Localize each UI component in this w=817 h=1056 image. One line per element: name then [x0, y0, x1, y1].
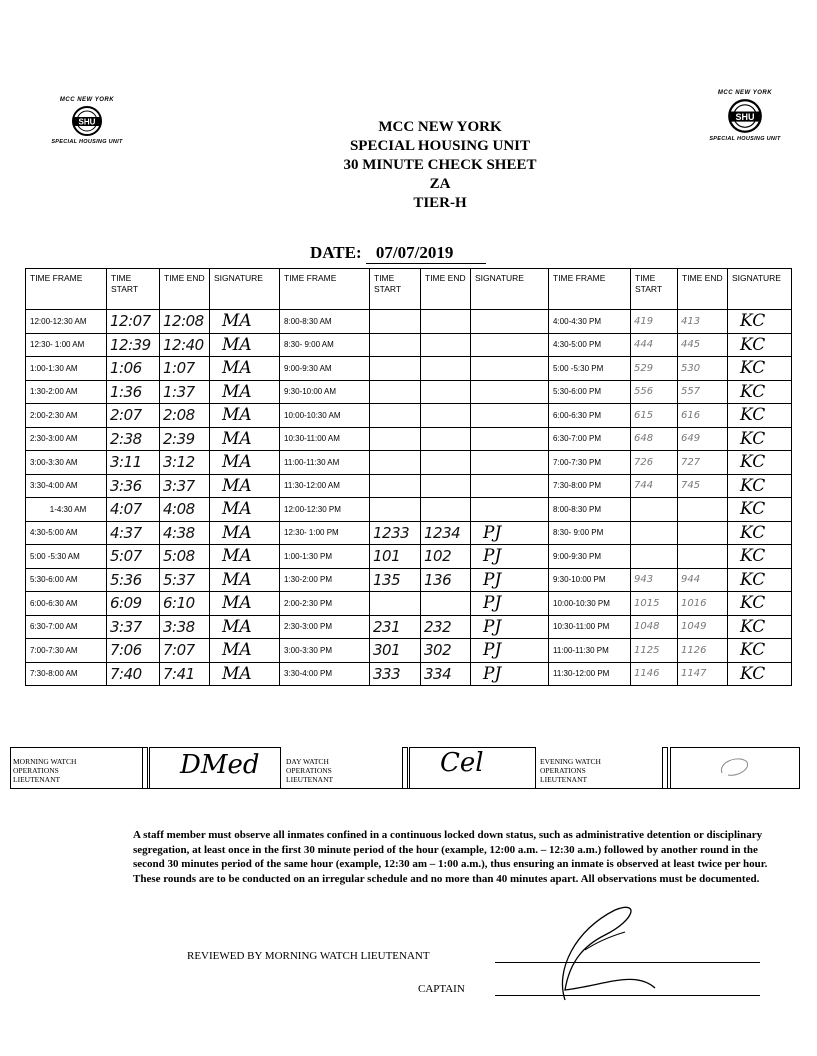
time-frame-cell: 6:30-7:00 PM	[549, 427, 631, 451]
time-end-cell[interactable]: 649	[678, 427, 728, 451]
time-end-cell[interactable]: 302	[421, 639, 471, 663]
time-start-cell[interactable]	[370, 474, 421, 498]
time-frame-cell: 11:00-11:30 PM	[549, 639, 631, 663]
signature-cell[interactable]: KC	[728, 333, 792, 357]
logo-right	[700, 90, 790, 142]
captain-signature-scribble-icon	[545, 890, 665, 1010]
time-start-cell[interactable]: 1233	[370, 521, 421, 545]
time-start-cell[interactable]: 5:36	[107, 568, 160, 592]
time-start-cell[interactable]: 333	[370, 662, 421, 686]
time-start-cell[interactable]: 231	[370, 615, 421, 639]
signature-cell[interactable]	[471, 451, 549, 475]
time-end-cell[interactable]: 136	[421, 568, 471, 592]
table-row	[26, 404, 792, 428]
signature-cell[interactable]: PJ	[471, 568, 549, 592]
time-frame-cell: 11:30-12:00 PM	[549, 662, 631, 686]
table-row	[26, 357, 792, 381]
signature-cell[interactable]: PJ	[471, 545, 549, 569]
signature-cell[interactable]: MA	[210, 404, 280, 428]
time-frame-cell: 10:00-10:30 AM	[280, 404, 370, 428]
divider	[402, 747, 408, 789]
signature-cell[interactable]: KC	[728, 357, 792, 381]
time-end-cell[interactable]: 1234	[421, 521, 471, 545]
table-row	[26, 521, 792, 545]
signature-cell[interactable]: MA	[210, 451, 280, 475]
time-start-cell[interactable]: 3:11	[107, 451, 160, 475]
time-frame-cell: 12:30- 1:00 AM	[26, 333, 107, 357]
time-start-cell[interactable]	[631, 498, 678, 522]
time-start-cell[interactable]: 726	[631, 451, 678, 475]
signature-cell[interactable]: KC	[728, 310, 792, 334]
column-header: TIME START	[631, 269, 678, 310]
time-start-cell[interactable]: 1:06	[107, 357, 160, 381]
table-row	[26, 568, 792, 592]
title-line-3: 30 MINUTE CHECK SHEET	[343, 157, 537, 173]
signature-cell[interactable]: MA	[210, 427, 280, 451]
signature-cell[interactable]: PJ	[471, 662, 549, 686]
time-start-cell[interactable]: 1048	[631, 615, 678, 639]
time-frame-cell: 1:30-2:00 AM	[26, 380, 107, 404]
time-frame-cell: 1:30-2:00 PM	[280, 568, 370, 592]
table-row	[26, 662, 792, 686]
divider	[662, 747, 668, 789]
time-start-cell[interactable]: 1125	[631, 639, 678, 663]
signature-cell[interactable]: MA	[210, 545, 280, 569]
time-frame-cell: 5:00 -5:30 AM	[26, 545, 107, 569]
time-end-cell[interactable]	[421, 427, 471, 451]
time-start-cell[interactable]: 5:07	[107, 545, 160, 569]
time-end-cell[interactable]: 413	[678, 310, 728, 334]
time-start-cell[interactable]	[370, 333, 421, 357]
logo-bottom-text: SPECIAL HOUSING UNIT	[709, 136, 781, 142]
signature-cell[interactable]	[471, 474, 549, 498]
time-start-cell[interactable]	[370, 498, 421, 522]
time-end-cell[interactable]: 1126	[678, 639, 728, 663]
time-end-cell[interactable]	[678, 545, 728, 569]
column-header: TIME FRAME	[549, 269, 631, 310]
signature-cell[interactable]	[471, 333, 549, 357]
signature-cell[interactable]: MA	[210, 568, 280, 592]
time-end-cell[interactable]: 1:37	[160, 380, 210, 404]
evening-watch-label: EVENING WATCH OPERATIONS LIEUTENANT	[540, 757, 601, 784]
time-end-cell[interactable]	[421, 357, 471, 381]
time-start-cell[interactable]	[370, 357, 421, 381]
time-end-cell[interactable]	[421, 498, 471, 522]
time-frame-cell: 2:30-3:00 PM	[280, 615, 370, 639]
time-end-cell[interactable]: 5:08	[160, 545, 210, 569]
time-start-cell[interactable]: 2:07	[107, 404, 160, 428]
signature-cell[interactable]: KC	[728, 427, 792, 451]
time-frame-cell: 11:30-12:00 AM	[280, 474, 370, 498]
time-start-cell[interactable]: 1:36	[107, 380, 160, 404]
time-frame-cell: 3:00-3:30 AM	[26, 451, 107, 475]
column-header: TIME START	[370, 269, 421, 310]
title-line-5: TIER-H	[413, 195, 467, 211]
table-row	[26, 380, 792, 404]
time-end-cell[interactable]: 745	[678, 474, 728, 498]
time-frame-cell: 7:30-8:00 PM	[549, 474, 631, 498]
signature-cell[interactable]: KC	[728, 474, 792, 498]
time-frame-cell: 3:00-3:30 PM	[280, 639, 370, 663]
table-row	[26, 615, 792, 639]
time-end-cell[interactable]	[421, 404, 471, 428]
table-row	[26, 592, 792, 616]
title-line-2: SPECIAL HOUSING UNIT	[349, 138, 531, 154]
time-frame-cell: 6:00-6:30 PM	[549, 404, 631, 428]
time-frame-cell: 2:00-2:30 AM	[26, 404, 107, 428]
table-row	[26, 451, 792, 475]
signature-cell[interactable]: MA	[210, 498, 280, 522]
time-start-cell[interactable]: 7:40	[107, 662, 160, 686]
table-row	[26, 639, 792, 663]
signature-cell[interactable]: MA	[210, 310, 280, 334]
time-frame-cell: 12:30- 1:00 PM	[280, 521, 370, 545]
time-start-cell[interactable]	[370, 404, 421, 428]
date-field	[310, 243, 486, 264]
time-start-cell[interactable]: 6:09	[107, 592, 160, 616]
time-end-cell[interactable]	[421, 592, 471, 616]
lieutenant-signatures	[10, 747, 800, 789]
signature-cell[interactable]	[471, 427, 549, 451]
time-start-cell[interactable]: 4:37	[107, 521, 160, 545]
time-start-cell[interactable]	[370, 451, 421, 475]
logo-left	[42, 97, 132, 145]
column-header: TIME FRAME	[280, 269, 370, 310]
column-header: TIME END	[421, 269, 471, 310]
time-end-cell[interactable]: 1049	[678, 615, 728, 639]
time-start-cell[interactable]: 744	[631, 474, 678, 498]
signature-cell[interactable]: KC	[728, 404, 792, 428]
time-frame-cell: 5:30-6:00 PM	[549, 380, 631, 404]
title-line-1: MCC NEW YORK	[378, 119, 502, 135]
column-header: TIME END	[160, 269, 210, 310]
time-end-cell[interactable]	[678, 521, 728, 545]
signature-cell[interactable]: PJ	[471, 521, 549, 545]
time-frame-cell: 1:00-1:30 AM	[26, 357, 107, 381]
shu-badge-icon	[727, 98, 763, 134]
check-table	[25, 268, 792, 686]
time-frame-cell: 3:30-4:00 AM	[26, 474, 107, 498]
time-frame-cell: 9:30-10:00 AM	[280, 380, 370, 404]
time-end-cell[interactable]: 2:08	[160, 404, 210, 428]
page-title	[280, 118, 600, 213]
morning-signature-box	[149, 747, 281, 789]
time-end-cell[interactable]: 1016	[678, 592, 728, 616]
time-start-cell[interactable]: 3:37	[107, 615, 160, 639]
time-frame-cell: 4:30-5:00 AM	[26, 521, 107, 545]
time-start-cell[interactable]: 2:38	[107, 427, 160, 451]
morning-signature: DMed	[180, 750, 260, 780]
time-end-cell[interactable]: 2:39	[160, 427, 210, 451]
time-start-cell[interactable]	[370, 592, 421, 616]
time-end-cell[interactable]: 12:08	[160, 310, 210, 334]
time-end-cell[interactable]: 102	[421, 545, 471, 569]
time-start-cell[interactable]	[631, 545, 678, 569]
time-start-cell[interactable]: 7:06	[107, 639, 160, 663]
table-row	[26, 474, 792, 498]
signature-cell[interactable]: KC	[728, 592, 792, 616]
signature-cell[interactable]: KC	[728, 639, 792, 663]
time-frame-cell: 6:30-7:00 AM	[26, 615, 107, 639]
time-start-cell[interactable]: 101	[370, 545, 421, 569]
time-end-cell[interactable]: 3:37	[160, 474, 210, 498]
date-label: DATE:	[310, 243, 362, 262]
signature-cell[interactable]: MA	[210, 615, 280, 639]
time-frame-cell: 8:30- 9:00 PM	[549, 521, 631, 545]
time-end-cell[interactable]: 445	[678, 333, 728, 357]
time-start-cell[interactable]	[370, 380, 421, 404]
signature-cell[interactable]: MA	[210, 662, 280, 686]
column-header: SIGNATURE	[728, 269, 792, 310]
time-frame-cell: 12:00-12:30 PM	[280, 498, 370, 522]
day-signature-box	[409, 747, 536, 789]
reviewed-label: REVIEWED BY MORNING WATCH LIEUTENANT	[187, 950, 430, 962]
time-end-cell[interactable]: 1147	[678, 662, 728, 686]
signature-cell[interactable]: MA	[210, 333, 280, 357]
time-start-cell[interactable]: 648	[631, 427, 678, 451]
shu-badge-icon	[71, 105, 103, 137]
time-end-cell[interactable]: 1:07	[160, 357, 210, 381]
time-start-cell[interactable]: 301	[370, 639, 421, 663]
time-start-cell[interactable]: 1015	[631, 592, 678, 616]
time-end-cell[interactable]: 557	[678, 380, 728, 404]
time-frame-cell: 6:00-6:30 AM	[26, 592, 107, 616]
signature-cell[interactable]: KC	[728, 568, 792, 592]
signature-cell[interactable]: MA	[210, 474, 280, 498]
time-start-cell[interactable]: 419	[631, 310, 678, 334]
signature-cell[interactable]: PJ	[471, 615, 549, 639]
time-start-cell[interactable]: 444	[631, 333, 678, 357]
time-end-cell[interactable]	[678, 498, 728, 522]
time-start-cell[interactable]: 12:39	[107, 333, 160, 357]
divider	[142, 747, 148, 789]
time-frame-cell: 2:30-3:00 AM	[26, 427, 107, 451]
time-frame-cell: 4:00-4:30 PM	[549, 310, 631, 334]
time-frame-cell: 8:00-8:30 AM	[280, 310, 370, 334]
signature-cell[interactable]: KC	[728, 662, 792, 686]
time-frame-cell: 7:00-7:30 AM	[26, 639, 107, 663]
time-frame-cell: 5:00 -5:30 PM	[549, 357, 631, 381]
time-end-cell[interactable]	[421, 451, 471, 475]
time-frame-cell: 4:30-5:00 PM	[549, 333, 631, 357]
time-start-cell[interactable]: 12:07	[107, 310, 160, 334]
signature-cell[interactable]: MA	[210, 592, 280, 616]
time-end-cell[interactable]: 5:37	[160, 568, 210, 592]
signature-cell[interactable]: KC	[728, 521, 792, 545]
time-frame-cell: 1-4:30 AM	[26, 498, 107, 522]
time-frame-cell: 8:30- 9:00 AM	[280, 333, 370, 357]
signature-cell[interactable]: KC	[728, 615, 792, 639]
column-header: TIME FRAME	[26, 269, 107, 310]
time-frame-cell: 3:30-4:00 PM	[280, 662, 370, 686]
table-row	[26, 310, 792, 334]
time-start-cell[interactable]: 529	[631, 357, 678, 381]
time-end-cell[interactable]	[421, 474, 471, 498]
signature-cell[interactable]: PJ	[471, 592, 549, 616]
time-frame-cell: 2:00-2:30 PM	[280, 592, 370, 616]
time-frame-cell: 10:30-11:00 PM	[549, 615, 631, 639]
column-header: TIME START	[107, 269, 160, 310]
time-end-cell[interactable]: 4:08	[160, 498, 210, 522]
table-row	[26, 545, 792, 569]
time-end-cell[interactable]: 334	[421, 662, 471, 686]
time-end-cell[interactable]	[421, 333, 471, 357]
time-start-cell[interactable]: 615	[631, 404, 678, 428]
date-value: 07/07/2019	[366, 243, 486, 264]
time-end-cell[interactable]: 232	[421, 615, 471, 639]
time-frame-cell: 7:00-7:30 PM	[549, 451, 631, 475]
day-signature: Cel	[440, 748, 484, 778]
time-frame-cell: 10:00-10:30 PM	[549, 592, 631, 616]
strip-bottom-rule	[10, 788, 800, 789]
logo-badge-text: SHU	[735, 111, 755, 122]
time-end-cell[interactable]: 727	[678, 451, 728, 475]
time-frame-cell: 9:30-10:00 PM	[549, 568, 631, 592]
table-row	[26, 498, 792, 522]
signature-cell[interactable]	[471, 498, 549, 522]
signature-cell[interactable]	[471, 404, 549, 428]
time-start-cell[interactable]: 3:36	[107, 474, 160, 498]
instructions-note: A staff member must observe all inmates confined in a continuous locked down status, such as administrative detention or disciplinary segregation, at least once in the first 30 minute period of the hour (example, 12:00 a.m. – 12:30 a.m.) followed by another round in the second 30 minutes period of the same hour (example, 12:30 am – 1:00 a.m.), thus ensuring an inmate is observed at least twice per hour. These rounds are to be conducted on an irregular schedule and no more than 40 minutes apart. All observations must be documented.	[133, 829, 768, 885]
time-frame-cell: 12:00-12:30 AM	[26, 310, 107, 334]
time-end-cell[interactable]: 3:38	[160, 615, 210, 639]
signature-cell[interactable]: KC	[728, 380, 792, 404]
logo-badge-text: SHU	[78, 117, 96, 127]
table-row	[26, 333, 792, 357]
time-frame-cell: 9:00-9:30 PM	[549, 545, 631, 569]
signature-cell[interactable]: MA	[210, 521, 280, 545]
captain-label: CAPTAIN	[418, 983, 465, 995]
time-end-cell[interactable]: 6:10	[160, 592, 210, 616]
title-line-4: ZA	[429, 176, 451, 192]
time-end-cell[interactable]	[421, 310, 471, 334]
day-watch-label: DAY WATCH OPERATIONS LIEUTENANT	[286, 757, 334, 784]
signature-cell[interactable]	[471, 380, 549, 404]
time-end-cell[interactable]: 944	[678, 568, 728, 592]
time-start-cell[interactable]: 4:07	[107, 498, 160, 522]
time-start-cell[interactable]: 1146	[631, 662, 678, 686]
logo-top-text: MCC NEW YORK	[59, 97, 115, 103]
time-end-cell[interactable]: 4:38	[160, 521, 210, 545]
time-end-cell[interactable]: 7:41	[160, 662, 210, 686]
signature-cell[interactable]: MA	[210, 380, 280, 404]
time-end-cell[interactable]: 12:40	[160, 333, 210, 357]
table-header-row	[26, 269, 792, 310]
signature-cell[interactable]: MA	[210, 639, 280, 663]
time-start-cell[interactable]: 135	[370, 568, 421, 592]
morning-watch-label: MORNING WATCH OPERATIONS LIEUTENANT	[13, 757, 77, 784]
signature-cell[interactable]: MA	[210, 357, 280, 381]
evening-signature-box	[670, 747, 800, 789]
time-start-cell[interactable]	[370, 310, 421, 334]
time-start-cell[interactable]	[631, 521, 678, 545]
time-frame-cell: 5:30-6:00 AM	[26, 568, 107, 592]
time-start-cell[interactable]	[370, 427, 421, 451]
time-frame-cell: 8:00-8:30 PM	[549, 498, 631, 522]
time-end-cell[interactable]	[421, 380, 471, 404]
signature-cell[interactable]	[471, 310, 549, 334]
evening-signature-scribble-icon	[716, 753, 756, 783]
signature-cell[interactable]: PJ	[471, 639, 549, 663]
time-start-cell[interactable]: 943	[631, 568, 678, 592]
time-frame-cell: 1:00-1:30 PM	[280, 545, 370, 569]
time-frame-cell: 11:00-11:30 AM	[280, 451, 370, 475]
time-frame-cell: 9:00-9:30 AM	[280, 357, 370, 381]
signature-cell[interactable]	[471, 357, 549, 381]
time-end-cell[interactable]: 530	[678, 357, 728, 381]
time-end-cell[interactable]: 7:07	[160, 639, 210, 663]
table-row	[26, 427, 792, 451]
column-header: SIGNATURE	[210, 269, 280, 310]
time-end-cell[interactable]: 3:12	[160, 451, 210, 475]
signature-cell[interactable]: KC	[728, 545, 792, 569]
time-frame-cell: 10:30-11:00 AM	[280, 427, 370, 451]
time-frame-cell: 7:30-8:00 AM	[26, 662, 107, 686]
logo-top-text: MCC NEW YORK	[717, 90, 773, 96]
time-start-cell[interactable]: 556	[631, 380, 678, 404]
logo-bottom-text: SPECIAL HOUSING UNIT	[51, 139, 123, 145]
column-header: SIGNATURE	[471, 269, 549, 310]
time-end-cell[interactable]: 616	[678, 404, 728, 428]
signature-cell[interactable]: KC	[728, 451, 792, 475]
signature-cell[interactable]: KC	[728, 498, 792, 522]
column-header: TIME END	[678, 269, 728, 310]
